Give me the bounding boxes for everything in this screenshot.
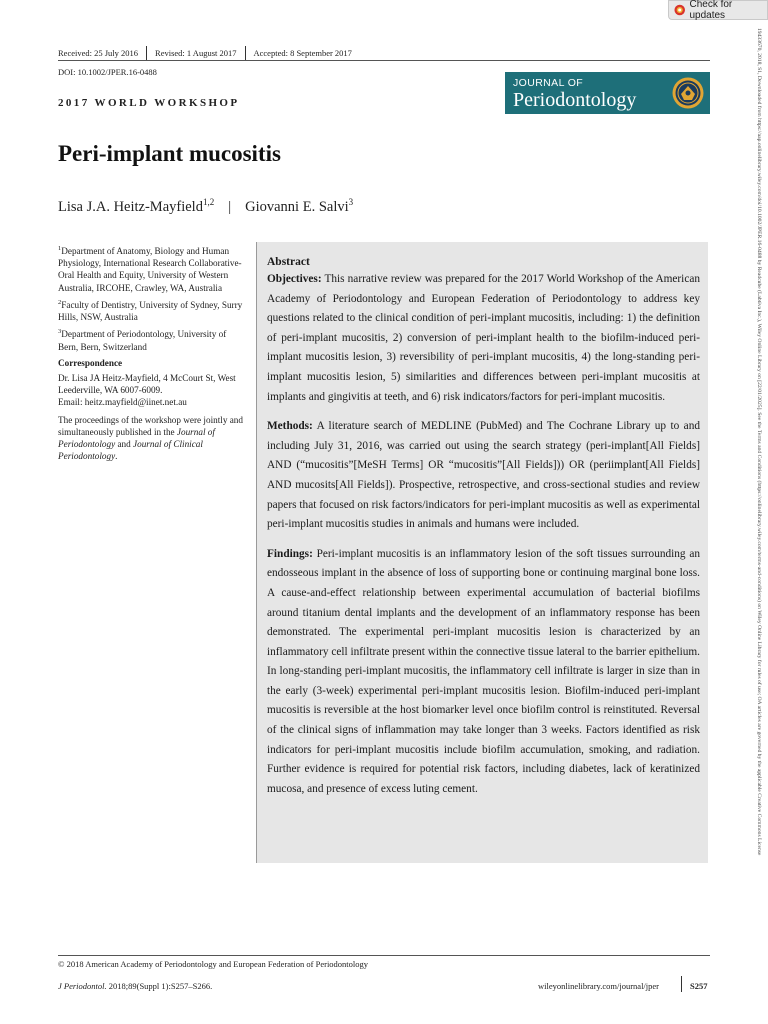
download-note: 19433670, 2018, S1, Downloaded from https://aap.onlinelibrary.wiley.com/doi/10.1002/JPER.16-0488 by Readcube (Labtiva Inc.), Wiley Online Library on [22/01/2025]. See the Terms and Conditions (https://onlinelibrary.wiley.com/terms-and-conditions) on Wiley Online Library for rules of use; OA articles are governed by the applicable Creative Commons License bbox=[756, 28, 762, 856]
abstract-findings: Findings: Peri-implant mucositis is an inflammatory lesion of the soft tissues surrounding an endosseous implant in the absence of loss of supporting bone or continuing marginal bone loss. A cause-and-effect relationship between experimental accumulation of bacterial biofilms around titanium dental implants and the development of an inflammatory response has been demonstrated. The experimental peri-implant mucositis lesion is characterized by an inflammatory cell infiltrate present within the connective tissue lateral to the barrier epithelium. In long-standing peri-implant mucositis, the inflammatory cell infiltrate is larger in size than in the early (3-week) experimental peri-implant mucositis lesion. Biofilm-induced peri-implant mucositis is reversible at the host biomarker level once biofilm control is reinstituted. Reversal of the clinical signs of inflammation may take longer than 3 weeks. Factors identified as risk indicators for peri-implant mucositis include biofilm accumulation, smoking, and radiation. Further evidence is required for potential risk factors, including diabetes, lack of keratinized mucosa, and presence of excess luting cement. bbox=[267, 547, 700, 795]
journal-logo-line2: Periodontology bbox=[513, 89, 637, 111]
received-date: Received: 25 July 2016 bbox=[58, 48, 139, 58]
revised-date: Revised: 1 August 2017 bbox=[146, 46, 244, 60]
abstract-objectives: Objectives: This narrative review was prepared for the 2017 World Workshop of the American Academy of Periodontology and European Federation of Periodontology to address key questions related to the clinical condition of peri-implant mucositis, including: 1) the definition of peri-implant mucositis, 2) conversion of peri-implant health to the biofilm-induced peri-implant mucositis lesion, 3) reversibility of peri-implant mucositis, 4) the long-standing peri-implant mucositis lesion, 5) similarities and differences between peri-implant mucositis at implants and gingivitis at teeth, and 6) risk indicators/factors for peri-implant mucositis. bbox=[267, 273, 700, 403]
affiliation-1: $^1$Department of Anatomy, Biology and Human Physiology, International Research Collaborative-Oral Health and Equity, University of Western Australia, IRCOHE, Crawley, WA, Australia bbox=[58, 245, 242, 293]
journal-logo-line1: JOURNAL OF bbox=[513, 77, 584, 89]
section-heading: 2017 WORLD WORKSHOP bbox=[58, 97, 240, 109]
abstract-heading: Abstract bbox=[267, 256, 310, 268]
correspondence-email[interactable]: Email: heitz.mayfield@iinet.net.au bbox=[58, 397, 187, 408]
copyright: © 2018 American Academy of Periodontology and European Federation of Periodontology bbox=[58, 959, 369, 969]
affiliation-3: $^3$Department of Periodontology, University of Bern, Bern, Switzerland bbox=[58, 328, 227, 352]
doi[interactable]: DOI: 10.1002/JPER.16-0488 bbox=[58, 67, 157, 77]
accepted-date: Accepted: 8 September 2017 bbox=[245, 46, 360, 60]
correspondence-address: Dr. Lisa JA Heitz-Mayfield, 4 McCourt St, West Leederville, WA 6007-6009. bbox=[58, 373, 236, 396]
check-for-updates-button[interactable] bbox=[668, 0, 768, 20]
affiliation-2: $^2$Faculty of Dentistry, University of Sydney, Surry Hills, NSW, Australia bbox=[58, 298, 243, 323]
article-history bbox=[58, 46, 360, 60]
page-number: S257 bbox=[690, 981, 708, 991]
correspondence-heading: Correspondence bbox=[58, 357, 123, 368]
citation: J Periodontol. 2018;89(Suppl 1):S257–S266. bbox=[58, 981, 213, 991]
abstract-box bbox=[256, 242, 708, 863]
footer-divider bbox=[681, 976, 682, 992]
author-1[interactable]: Lisa J.A. Heitz-Mayfield$^{1,2}$ bbox=[58, 197, 215, 215]
article-title: Peri-implant mucositis bbox=[58, 141, 281, 166]
header-rule bbox=[58, 60, 710, 61]
journal-logo bbox=[505, 72, 710, 114]
author-list bbox=[58, 197, 353, 216]
proceedings-note: The proceedings of the workshop were jointly and simultaneously published in the Journal of Periodontology and Journal of Clinical Periodontology. bbox=[58, 414, 243, 462]
journal-url[interactable]: wileyonlinelibrary.com/journal/jper bbox=[538, 981, 660, 991]
author-2[interactable]: Giovanni E. Salvi$^3$ bbox=[245, 197, 354, 215]
aap-seal-icon bbox=[672, 77, 704, 109]
check-for-updates-label: Check for updates bbox=[689, 0, 733, 21]
affiliations-column bbox=[58, 243, 246, 465]
author-separator: | bbox=[228, 198, 232, 215]
abstract-methods: Methods: A literature search of MEDLINE (PubMed) and The Cochrane Library up to and including July 31, 2016, was carried out using the search strategy (peri-implant[All Fields] AND (“mucositis”[MeSH Terms] OR “mucositis”[All Fields])) OR (periimplant[All Fields] AND mucosits[All Fields]). Prospective, retrospective, and cross-sectional studies and review papers that focused on risk factors/indicators for peri-implant mucositis as well as experimental peri-implant mucositis studies in animals and humans were included. bbox=[267, 420, 700, 531]
footer-rule bbox=[58, 955, 710, 956]
check-for-updates-icon bbox=[674, 4, 685, 16]
